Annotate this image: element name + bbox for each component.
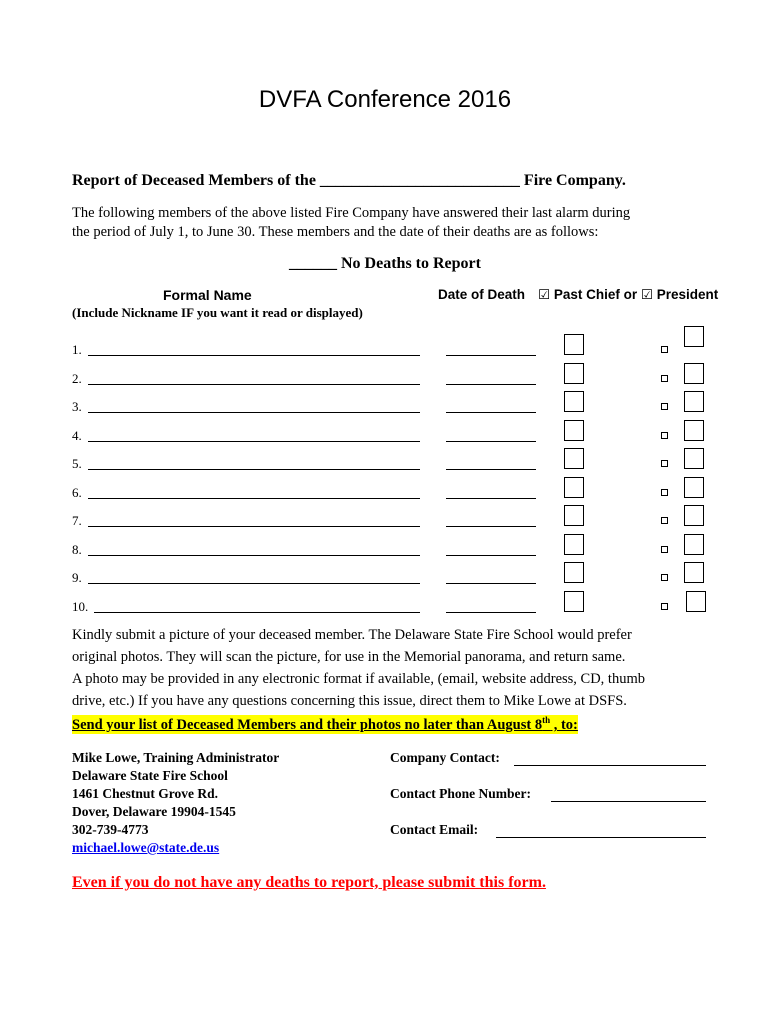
row-number: 5. (72, 456, 82, 471)
intro-line-2: the period of July 1, to June 30. These members and the date of their deaths are as follows: (72, 224, 599, 240)
contact-org: Delaware State Fire School (72, 768, 228, 783)
footer-warning: Even if you do not have any deaths to report, please submit this form. (72, 874, 546, 891)
past-chief-checkbox[interactable] (564, 477, 584, 498)
past-chief-checkbox[interactable] (564, 534, 584, 555)
date-of-death-field[interactable] (446, 412, 536, 413)
submit-line-4: drive, etc.) If you have any questions concerning this issue, direct them to Mike Lowe at DSFS. (72, 693, 627, 709)
member-name-field[interactable] (88, 498, 420, 499)
president-checkbox[interactable] (684, 420, 704, 441)
deadline-text: Send your list of Deceased Members and their photos no later than August 8 (72, 716, 543, 733)
small-checkbox[interactable] (661, 517, 668, 524)
role-header: ☑ Past Chief or ☑ President (538, 287, 719, 302)
row-number: 8. (72, 541, 82, 557)
member-name-field[interactable] (88, 526, 420, 527)
row-number: 2. (72, 370, 82, 386)
president-checkbox[interactable] (684, 477, 704, 498)
row-number: 6. (72, 484, 82, 500)
date-of-death-field[interactable] (446, 355, 536, 356)
no-deaths-option[interactable]: ______ No Deaths to Report (289, 255, 481, 272)
contact-phone-field[interactable] (551, 801, 706, 802)
member-name-field[interactable] (88, 355, 420, 356)
president-checkbox[interactable] (686, 591, 706, 612)
contact-phone: 302-739-4773 (72, 822, 149, 837)
report-heading: Report of Deceased Members of the _________________________ Fire Company. (72, 172, 626, 189)
small-checkbox[interactable] (661, 574, 668, 581)
submit-line-1: Kindly submit a picture of your deceased member. The Delaware State Fire School would prefer (72, 627, 632, 643)
contact-name: Mike Lowe, Training Administrator (72, 750, 280, 765)
nickname-note: (Include Nickname IF you want it read or displayed) (72, 305, 363, 320)
small-checkbox[interactable] (661, 460, 668, 467)
president-checkbox[interactable] (684, 363, 704, 384)
row-number: 10. (72, 598, 89, 614)
row-number: 1. (72, 342, 82, 357)
past-chief-checkbox[interactable] (564, 334, 584, 355)
contact-street: 1461 Chestnut Grove Rd. (72, 786, 219, 801)
small-checkbox[interactable] (661, 375, 668, 382)
small-checkbox[interactable] (661, 489, 668, 496)
formal-name-header: Formal Name (163, 287, 252, 303)
past-chief-checkbox[interactable] (564, 363, 584, 384)
contact-email-label: Contact Email: (390, 822, 479, 837)
small-checkbox[interactable] (661, 546, 668, 553)
member-name-field[interactable] (88, 555, 420, 556)
member-name-field[interactable] (88, 412, 420, 413)
president-checkbox[interactable] (684, 391, 704, 412)
president-checkbox[interactable] (684, 505, 704, 526)
contact-email-line (72, 840, 219, 856)
contact-email-link[interactable]: michael.lowe@state.de.us (72, 840, 220, 855)
intro-line-1: The following members of the above listed Fire Company have answered their last alarm during (72, 205, 631, 221)
member-name-field[interactable] (94, 612, 420, 613)
president-checkbox[interactable] (684, 562, 704, 583)
row-number: 7. (72, 513, 82, 528)
submit-line-3: A photo may be provided in any electronic format if available, (email, website address, CD, thumb (72, 671, 645, 687)
small-checkbox[interactable] (661, 403, 668, 410)
member-name-field[interactable] (88, 583, 420, 584)
small-checkbox[interactable] (661, 346, 668, 353)
past-chief-checkbox[interactable] (564, 420, 584, 441)
member-name-field[interactable] (88, 441, 420, 442)
president-checkbox[interactable] (684, 448, 704, 469)
row-number: 3. (72, 399, 82, 414)
row-number: 9. (72, 570, 82, 585)
past-chief-checkbox[interactable] (564, 391, 584, 412)
company-contact-field[interactable] (514, 765, 706, 766)
president-checkbox[interactable] (684, 534, 704, 555)
row-number: 4. (72, 427, 82, 443)
contact-email-field[interactable] (496, 837, 706, 838)
small-checkbox[interactable] (661, 603, 668, 610)
past-chief-checkbox[interactable] (564, 562, 584, 583)
past-chief-checkbox[interactable] (564, 505, 584, 526)
date-of-death-field[interactable] (446, 469, 536, 470)
small-checkbox[interactable] (661, 432, 668, 439)
page-title: DVFA Conference 2016 (258, 86, 512, 113)
deadline-notice (72, 715, 578, 734)
date-of-death-field[interactable] (446, 441, 536, 442)
contact-phone-label: Contact Phone Number: (390, 786, 531, 801)
date-of-death-field[interactable] (446, 384, 536, 385)
date-of-death-field[interactable] (446, 612, 536, 613)
deadline-sup: th (542, 715, 551, 725)
member-name-field[interactable] (88, 469, 420, 470)
date-of-death-field[interactable] (446, 526, 536, 527)
past-chief-checkbox[interactable] (564, 448, 584, 469)
president-checkbox[interactable] (684, 326, 704, 347)
submit-line-2: original photos. They will scan the picture, for use in the Memorial panorama, and return same. (72, 649, 626, 665)
deadline-tail: , to: (550, 716, 578, 733)
contact-city: Dover, Delaware 19904-1545 (72, 804, 236, 819)
date-of-death-header: Date of Death (438, 287, 526, 302)
member-name-field[interactable] (88, 384, 420, 385)
date-of-death-field[interactable] (446, 583, 536, 584)
company-contact-label: Company Contact: (390, 750, 500, 765)
date-of-death-field[interactable] (446, 498, 536, 499)
past-chief-checkbox[interactable] (564, 591, 584, 612)
date-of-death-field[interactable] (446, 555, 536, 556)
